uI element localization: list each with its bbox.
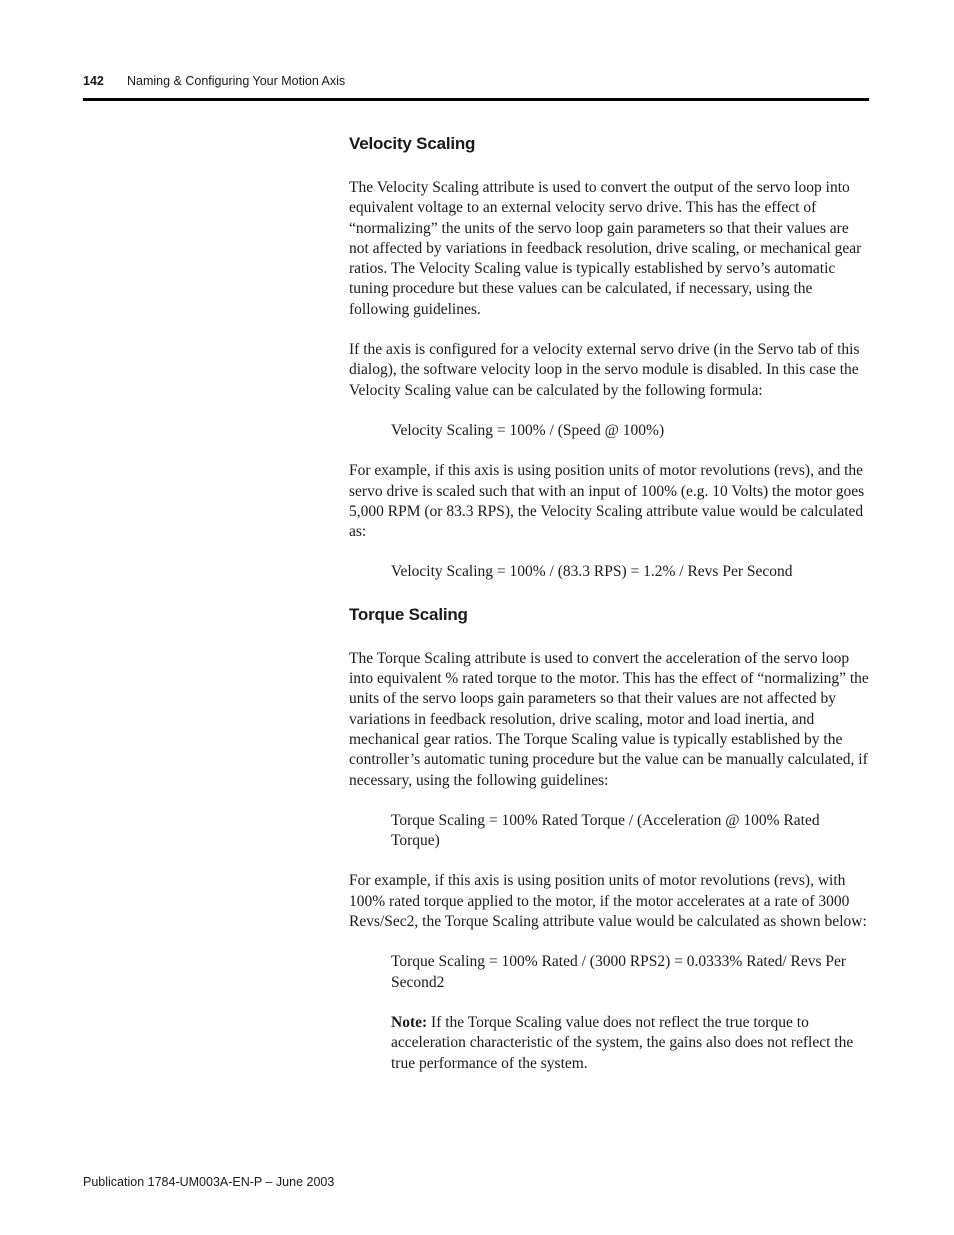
velocity-scaling-heading: Velocity Scaling bbox=[349, 134, 476, 153]
page-footer: Publication 1784-UM003A-EN-P – June 2003 bbox=[83, 1175, 335, 1189]
torque-scaling-heading: Torque Scaling bbox=[349, 604, 468, 624]
page-number: 142 bbox=[83, 74, 104, 88]
velocity-paragraph-2: If the axis is configured for a velocity external servo drive (in the Servo tab of this dialog), the software velocity loop in the servo module is disabled. In this case the Velocity Scaling value can be calculated by the following formula: bbox=[349, 341, 860, 399]
torque-note bbox=[391, 1013, 869, 1074]
velocity-paragraph-1: The Velocity Scaling attribute is used to convert the output of the servo loop into equivalent voltage to an external velocity servo drive. This has the effect of “normalizing” the units of the servo loop gain parameters so that their values are not affected by variations in feedback resolution, drive scaling, or mechanical gear ratios. The Velocity Scaling value is typically established by servo’s automatic tuning procedure but these values can be calculated, if necessary, using the following guidelines. bbox=[349, 179, 862, 318]
torque-formula-2: Torque Scaling = 100% Rated / (3000 RPS2) = 0.0333% Rated/ Revs Per Second2 bbox=[391, 953, 847, 991]
page-header bbox=[83, 72, 869, 101]
torque-paragraph-2: For example, if this axis is using position units of motor revolutions (revs), with 100% rated torque applied to the motor, if the motor accelerates at a rate of 3000 Revs/Sec2, the Torque Scaling attribute value would be calculated as shown below: bbox=[349, 872, 867, 931]
running-title: Naming & Configuring Your Motion Axis bbox=[127, 74, 346, 88]
velocity-paragraph-3: For example, if this axis is using position units of motor revolutions (revs), and the servo drive is scaled such that with an input of 100% (e.g. 10 Volts) the motor goes 5,000 RPM (or 83.3 RPS), the Velocity Scaling attribute value would be calculated as: bbox=[349, 462, 865, 541]
velocity-formula-2: Velocity Scaling = 100% / (83.3 RPS) = 1.2% / Revs Per Second bbox=[391, 563, 793, 581]
torque-paragraph-1: The Torque Scaling attribute is used to convert the acceleration of the servo loop into equivalent % rated torque to the motor. This has the effect of “normalizing” the units of the servo loops gain parameters so that their values are not affected by variations in feedback resolution, drive scaling, motor and load inertia, and mechanical gear ratios. The Torque Scaling value is typically established by the controller’s automatic tuning procedure but the value can be manually calculated, if necessary, using the following guidelines: bbox=[349, 649, 869, 789]
torque-formula-1: Torque Scaling = 100% Rated Torque / (Acceleration @ 100% Rated Torque) bbox=[391, 811, 820, 850]
velocity-formula-1: Velocity Scaling = 100% / (Speed @ 100%) bbox=[391, 421, 665, 439]
note-label: Note: bbox=[391, 1013, 428, 1031]
note-text: If the Torque Scaling value does not reflect the true torque to acceleration characteristic of the system, the gains also does not reflect the true performance of the system. bbox=[391, 1013, 854, 1072]
main-content bbox=[349, 132, 869, 1094]
